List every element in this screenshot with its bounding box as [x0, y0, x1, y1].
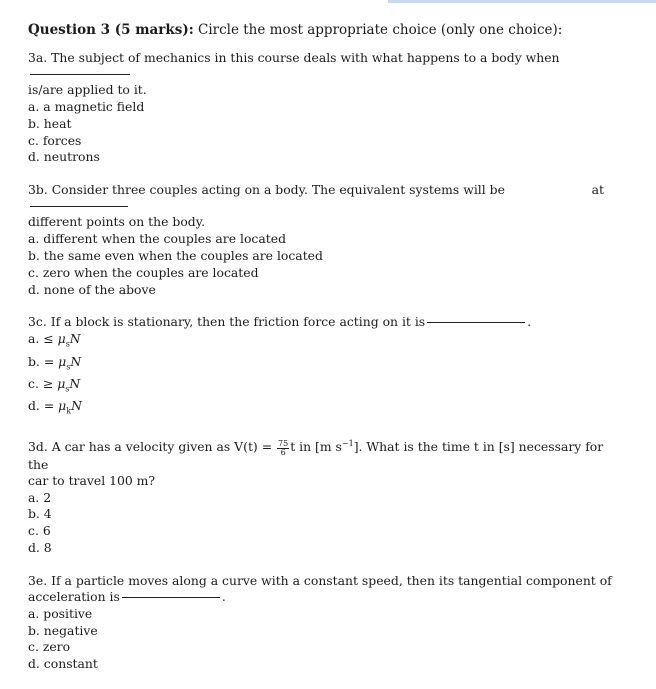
option-3b-b[interactable]: b. the same even when the couples are located	[28, 247, 323, 263]
answer-blank-3b	[30, 206, 128, 207]
question-title: Question 3 (5 marks):	[28, 22, 194, 38]
question-3a	[28, 50, 618, 166]
question-heading	[28, 20, 618, 40]
exam-page	[28, 20, 618, 689]
option-3c-b[interactable]: b. = $\mu_sN$	[28, 353, 82, 372]
question-3b-right-word: at	[591, 182, 604, 198]
option-3e-b[interactable]: b. negative	[28, 622, 98, 638]
question-3b	[28, 182, 618, 298]
option-3e-d[interactable]: d. constant	[28, 656, 98, 672]
answer-blank-3e	[122, 597, 220, 598]
option-3a-a[interactable]: a. a magnetic field	[28, 99, 145, 114]
question-3e	[28, 573, 618, 673]
options-3b	[28, 231, 618, 298]
answer-blank-3c	[427, 322, 525, 323]
options-3a	[28, 99, 618, 166]
options-3d	[28, 490, 618, 557]
question-3b-text: at 3b. Consider three couples acting on a body. The equivalent systems will be different points on the body.	[28, 182, 604, 230]
option-3d-b[interactable]: b. 4	[28, 506, 52, 522]
top-scroll-indicator	[388, 0, 656, 3]
options-3e	[28, 606, 618, 673]
option-3a-b[interactable]: b. heat	[28, 115, 72, 131]
option-3a-d[interactable]: d. neutrons	[28, 149, 100, 165]
option-3e-a[interactable]: a. positive	[28, 605, 93, 621]
question-3d-text: 3d. A car has a velocity given as V(t) = $\frac{75}{6}$ t in [m $s^{-1}$]. What is the time t in [s] necessary for the car to travel 100 m?	[28, 438, 604, 488]
velocity-fraction: $\frac{75}{6}$	[278, 438, 289, 457]
option-3a-c[interactable]: c. forces	[28, 132, 82, 148]
option-3e-c[interactable]: c. zero	[28, 639, 71, 655]
option-3b-d[interactable]: d. none of the above	[28, 281, 156, 297]
question-3d	[28, 436, 618, 556]
option-3c-a[interactable]: a. ≤ $\mu_sN$	[28, 331, 81, 349]
option-3c-c[interactable]: c. ≥ $\mu_sN$	[28, 375, 81, 394]
question-3e-text: 3e. If a particle moves along a curve with a constant speed, then its tangential component of acceleration is .	[28, 572, 612, 604]
question-3a-text: 3a. The subject of mechanics in this course deals with what happens to a body when is/are applied to it.	[28, 50, 560, 97]
option-3c-d[interactable]: d. = $\mu_kN$	[28, 398, 82, 416]
question-instruction: Circle the most appropriate choice (only one choice):	[198, 22, 563, 38]
option-3b-c[interactable]: c. zero when the couples are located	[28, 264, 259, 280]
options-3c	[28, 331, 618, 420]
question-3c	[28, 314, 618, 420]
question-3c-text: 3c. If a block is stationary, then the friction force acting on it is .	[28, 314, 532, 330]
option-3d-c[interactable]: c. 6	[28, 523, 51, 539]
option-3d-d[interactable]: d. 8	[28, 539, 52, 555]
answer-blank-3a	[30, 74, 130, 75]
option-3b-a[interactable]: a. different when the couples are located	[28, 231, 286, 247]
option-3d-a[interactable]: a. 2	[28, 489, 52, 505]
